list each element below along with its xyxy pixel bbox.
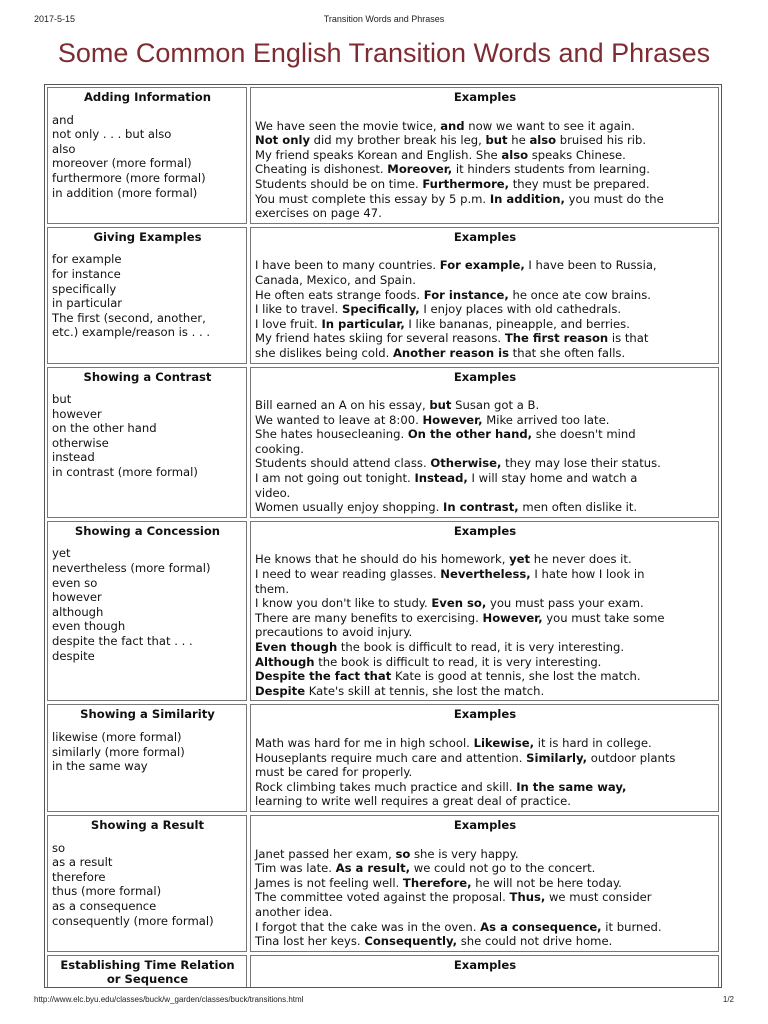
section-row xyxy=(47,521,719,702)
example-text: bruised his rib. xyxy=(556,133,647,148)
section-row xyxy=(47,227,719,364)
example-sentence xyxy=(255,934,715,949)
transition-word: likewise (more formal) xyxy=(52,729,182,744)
transition-highlight: Nevertheless, xyxy=(440,567,531,582)
transition-highlight: Not only xyxy=(255,133,310,148)
example-text: Canada, Mexico, and Spain. xyxy=(255,272,416,287)
example-sentence xyxy=(255,847,715,862)
example-sentence xyxy=(255,876,715,891)
example-sentence xyxy=(255,611,715,626)
transition-highlight: Consequently, xyxy=(364,934,458,949)
transition-highlight: Moreover, xyxy=(387,162,453,177)
example-text: Cheating is dishonest. xyxy=(255,162,388,177)
example-sentence xyxy=(255,986,715,988)
example-text: them. xyxy=(255,581,290,596)
example-text: You must complete this essay by 5 p.m. xyxy=(255,191,490,206)
example-text: she doesn't mind xyxy=(532,427,636,442)
spacer xyxy=(52,538,243,546)
category-heading: Adding Information xyxy=(83,90,212,104)
transition-highlight: Furthermore, xyxy=(422,176,510,191)
transition-word: however xyxy=(52,590,102,605)
example-text: I have been to Russia, xyxy=(524,258,657,273)
example-sentence xyxy=(255,684,715,699)
transition-words-cell xyxy=(47,521,247,702)
example-text: she could not drive home. xyxy=(457,934,613,949)
transition-words-cell xyxy=(47,815,247,952)
transition-word: The first (second, another, xyxy=(52,310,206,325)
example-text: My friend speaks Korean and English. She xyxy=(255,147,502,162)
transition-word: as a consequence xyxy=(52,898,157,913)
example-sentence xyxy=(255,736,715,751)
transition-highlight: For example, xyxy=(439,258,525,273)
example-text: I like to travel. xyxy=(255,302,342,317)
examples-heading: Examples xyxy=(453,817,517,832)
example-sentence xyxy=(255,471,715,486)
source-url: http://www.elc.byu.edu/classes/buck/w_garden/classes/buck/transitions.html xyxy=(34,995,304,1004)
transition-highlight xyxy=(255,986,289,988)
example-sentence xyxy=(255,273,715,288)
example-sentence xyxy=(255,655,715,670)
transition-word: even though xyxy=(52,619,126,634)
example-text: we could not go to the concert. xyxy=(410,861,596,876)
example-text: the book is difficult to read, it is very interesting. xyxy=(314,654,602,669)
example-sentence xyxy=(255,456,715,471)
example-text: speaks Chinese. xyxy=(528,147,626,162)
examples-heading: Examples xyxy=(453,369,517,384)
example-sentence xyxy=(255,442,715,457)
transition-highlight: In the same way, xyxy=(516,779,627,794)
section-row xyxy=(47,367,719,518)
example-text: it burned. xyxy=(601,919,662,934)
spacer xyxy=(52,384,243,392)
transition-word: however xyxy=(52,406,102,421)
example-text: We wanted to leave at 8:00. xyxy=(255,412,423,427)
example-text: it is hard in college. xyxy=(534,735,652,750)
example-sentence xyxy=(255,486,715,501)
example-sentence xyxy=(255,794,715,809)
transition-highlight: Despite xyxy=(255,683,306,698)
transition-word: not only . . . but also xyxy=(52,127,172,142)
transition-word: also xyxy=(52,141,76,156)
transition-highlight: Even though xyxy=(255,640,338,654)
examples-cell xyxy=(250,704,719,812)
category-heading: Showing a Result xyxy=(90,817,205,832)
example-sentence xyxy=(255,258,715,273)
transition-word: even so xyxy=(52,575,98,590)
example-text: Students should be on time. xyxy=(255,176,423,191)
transition-word: on the other hand xyxy=(52,421,157,436)
example-sentence xyxy=(255,192,715,207)
spacer xyxy=(52,987,243,988)
example-sentence xyxy=(255,625,715,640)
example-text: Tina lost her keys. xyxy=(255,934,365,949)
category-heading: Establishing Time Relation or Sequence xyxy=(60,957,235,987)
transition-highlight: Otherwise, xyxy=(430,456,502,471)
example-sentence xyxy=(255,177,715,192)
examples-cell xyxy=(250,87,719,224)
transition-highlight: Thus, xyxy=(509,890,546,905)
transition-word: therefore xyxy=(52,869,106,884)
example-text: Susan got a B. xyxy=(451,398,540,413)
transition-word: despite the fact that . . . xyxy=(52,634,193,648)
spacer xyxy=(52,244,243,252)
example-text xyxy=(289,986,481,988)
example-text: men often dislike it. xyxy=(518,500,638,515)
example-sentence xyxy=(255,346,715,361)
transition-highlight: Although xyxy=(255,654,315,669)
example-sentence xyxy=(255,500,715,515)
transition-highlight: but xyxy=(429,398,452,413)
example-text: I forgot that the cake was in the oven. xyxy=(255,919,481,934)
transition-word: in addition (more formal) xyxy=(52,185,198,200)
transition-word: moreover (more formal) xyxy=(52,156,192,171)
example-text: learning to write well requires a great deal of practice. xyxy=(255,794,571,809)
transition-word: in the same way xyxy=(52,759,148,774)
example-text: exercises on page 47. xyxy=(255,206,382,221)
example-sentence xyxy=(255,765,715,780)
example-text: I am not going out tonight. xyxy=(255,471,415,486)
transition-highlight: Similarly, xyxy=(526,750,588,765)
example-text: he xyxy=(507,133,530,148)
transition-word: so xyxy=(52,840,66,855)
section-row xyxy=(47,815,719,952)
example-sentence xyxy=(255,582,715,597)
transition-highlight: For instance, xyxy=(423,287,509,302)
example-text: cooking. xyxy=(255,441,304,456)
transition-highlight: In contrast, xyxy=(443,500,519,515)
transition-word: specifically xyxy=(52,281,117,296)
example-sentence xyxy=(255,162,715,177)
print-page-title: Transition Words and Phrases xyxy=(323,14,445,24)
example-text: Janet passed her exam, xyxy=(255,846,396,861)
examples-cell xyxy=(250,367,719,518)
examples-cell xyxy=(250,521,719,702)
example-text: Tim was late. xyxy=(255,861,336,876)
transition-word: for example xyxy=(52,252,122,267)
example-sentence xyxy=(255,920,715,935)
example-text: Kate is good at tennis, she lost the match. xyxy=(391,669,641,684)
transition-words-cell xyxy=(47,704,247,812)
transition-word: similarly (more formal) xyxy=(52,744,185,759)
transition-word: in particular xyxy=(52,296,123,311)
example-text: I need to wear reading glasses. xyxy=(255,567,441,582)
example-sentence xyxy=(255,119,715,134)
transitions-table xyxy=(44,84,722,988)
example-sentence xyxy=(255,413,715,428)
example-text: I have been to many countries. xyxy=(255,258,440,273)
example-text: another idea. xyxy=(255,904,333,919)
transition-highlight: In addition, xyxy=(489,191,565,206)
transition-word: furthermore (more formal) xyxy=(52,170,206,185)
transition-highlight: On the other hand, xyxy=(407,427,533,442)
example-text: He often eats strange foods. xyxy=(255,287,424,302)
example-text: the book is difficult to read, it is very interesting. xyxy=(337,640,625,654)
example-text: Rock climbing takes much practice and skill. xyxy=(255,779,517,794)
category-heading: Showing a Contrast xyxy=(83,369,212,384)
transition-words-cell xyxy=(47,87,247,224)
example-text: precautions to avoid injury. xyxy=(255,625,413,640)
example-sentence xyxy=(255,751,715,766)
examples-cell xyxy=(250,955,719,988)
transition-highlight: Instead, xyxy=(414,471,468,486)
transition-word: despite xyxy=(52,648,95,663)
example-sentence xyxy=(255,331,715,346)
examples-heading: Examples xyxy=(453,707,517,722)
category-heading: Showing a Similarity xyxy=(80,707,215,722)
example-text: I hate how I look in xyxy=(530,567,645,582)
transition-word: and xyxy=(52,112,74,127)
transition-highlight: also xyxy=(529,133,557,148)
example-sentence xyxy=(255,567,715,582)
example-sentence xyxy=(255,905,715,920)
example-text: he never does it. xyxy=(530,552,632,567)
transition-word: as a result xyxy=(52,855,113,870)
example-text: She hates housecleaning. xyxy=(255,427,408,442)
example-text: Houseplants require much care and attention. xyxy=(255,750,527,765)
example-text: I enjoy places with old cathedrals. xyxy=(419,302,622,317)
example-sentence xyxy=(255,861,715,876)
example-sentence xyxy=(255,133,715,148)
examples-heading: Examples xyxy=(453,90,517,104)
transition-word: nevertheless (more formal) xyxy=(52,561,211,576)
example-sentence xyxy=(255,206,715,221)
page-number: 1/2 xyxy=(722,995,734,1004)
example-text: video. xyxy=(255,485,291,500)
spacer xyxy=(52,105,243,113)
page-title: Some Common English Transition Words and Phrases xyxy=(57,38,711,68)
transition-words-cell xyxy=(47,367,247,518)
example-sentence xyxy=(255,398,715,413)
spacer xyxy=(52,722,243,730)
example-text: The committee voted against the proposal. xyxy=(255,890,510,905)
examples-cell xyxy=(250,227,719,364)
category-heading: Showing a Concession xyxy=(74,523,221,538)
example-text: Mike arrived too late. xyxy=(482,412,610,427)
example-sentence xyxy=(255,780,715,795)
example-text: he will not be here today. xyxy=(471,875,622,890)
transition-highlight: However, xyxy=(422,412,483,427)
section-row xyxy=(47,87,719,224)
example-text: Math was hard for me in high school. xyxy=(255,735,474,750)
example-sentence xyxy=(255,317,715,332)
example-text: she is very happy. xyxy=(410,846,519,861)
example-text: James is not feeling well. xyxy=(255,875,403,890)
examples-heading: Examples xyxy=(453,523,517,538)
example-sentence xyxy=(255,596,715,611)
example-text: My friend hates skiing for several reasons. xyxy=(255,331,505,346)
transition-highlight: Specifically, xyxy=(342,302,420,317)
example-text: must be cared for properly. xyxy=(255,765,413,780)
example-text: outdoor plants xyxy=(587,750,676,765)
transition-highlight: Therefore, xyxy=(402,875,472,890)
examples-heading: Examples xyxy=(453,229,517,244)
example-text: she dislikes being cold. xyxy=(255,345,393,360)
transition-words-cell xyxy=(47,227,247,364)
example-sentence xyxy=(255,148,715,163)
example-text: it hinders students from learning. xyxy=(452,162,650,177)
transition-highlight: Despite the fact that xyxy=(255,669,392,684)
transition-highlight: As a result, xyxy=(335,861,411,876)
example-text: now we want to see it again. xyxy=(464,118,635,133)
transition-word: otherwise xyxy=(52,435,109,450)
example-text: you must do the xyxy=(564,191,664,206)
section-row xyxy=(47,955,719,988)
example-text: they must be prepared. xyxy=(509,176,650,191)
example-text: is that xyxy=(608,331,649,346)
example-text: he once ate cow brains. xyxy=(508,287,651,302)
transition-highlight: but xyxy=(485,133,508,148)
example-text: Women usually enjoy shopping. xyxy=(255,500,444,515)
transition-highlight: Even so, xyxy=(431,596,487,611)
examples-cell xyxy=(250,815,719,952)
transition-word: for instance xyxy=(52,266,121,281)
transition-words-cell xyxy=(47,955,247,988)
example-text: Bill earned an A on his essay, xyxy=(255,398,430,413)
example-text: Kate's skill at tennis, she lost the match. xyxy=(305,683,545,698)
transition-highlight: However, xyxy=(482,610,543,625)
example-text: He knows that he should do his homework, xyxy=(255,552,510,567)
transition-highlight: also xyxy=(501,147,529,162)
example-sentence xyxy=(255,640,715,655)
spacer xyxy=(52,833,243,841)
category-heading: Giving Examples xyxy=(93,229,202,244)
transition-highlight: Likewise, xyxy=(473,735,535,750)
transition-highlight: As a consequence, xyxy=(480,919,602,934)
transition-highlight: and xyxy=(440,118,465,133)
example-sentence xyxy=(255,890,715,905)
example-sentence xyxy=(255,669,715,684)
example-text: did my brother break his leg, xyxy=(310,133,486,148)
example-sentence xyxy=(255,302,715,317)
transition-word: although xyxy=(52,604,104,619)
transition-word: consequently (more formal) xyxy=(52,913,214,928)
transition-highlight: In particular, xyxy=(321,316,405,331)
example-text: we must consider xyxy=(545,890,652,905)
transition-word: instead xyxy=(52,450,95,465)
example-text: that she often falls. xyxy=(509,345,626,360)
example-text: I know you don't like to study. xyxy=(255,596,432,611)
transition-highlight: yet xyxy=(509,552,531,567)
transition-word: but xyxy=(52,392,72,407)
transition-word: in contrast (more formal) xyxy=(52,465,198,480)
example-text: I like bananas, pineapple, and berries. xyxy=(404,316,630,331)
example-text: I will stay home and watch a xyxy=(467,471,638,486)
example-text: We have seen the movie twice, xyxy=(255,118,441,133)
example-text: There are many benefits to exercising. xyxy=(255,610,483,625)
transition-highlight: so xyxy=(395,846,411,861)
example-text: they may lose their status. xyxy=(501,456,661,471)
example-sentence xyxy=(255,288,715,303)
transition-highlight: Another reason is xyxy=(392,345,509,360)
transition-word: etc.) example/reason is . . . xyxy=(52,325,211,340)
example-text: you must take some xyxy=(542,610,665,625)
transition-highlight: The first reason xyxy=(504,331,609,346)
transition-word: thus (more formal) xyxy=(52,884,162,899)
example-text: you must pass your exam. xyxy=(486,596,644,611)
example-text: I love fruit. xyxy=(255,316,322,331)
examples-heading: Examples xyxy=(453,957,517,972)
example-text: Students should attend class. xyxy=(255,456,431,471)
example-sentence xyxy=(255,552,715,567)
transition-word: yet xyxy=(52,546,71,561)
example-sentence xyxy=(255,427,715,442)
section-row xyxy=(47,704,719,812)
print-date: 2017-5-15 xyxy=(34,14,76,24)
